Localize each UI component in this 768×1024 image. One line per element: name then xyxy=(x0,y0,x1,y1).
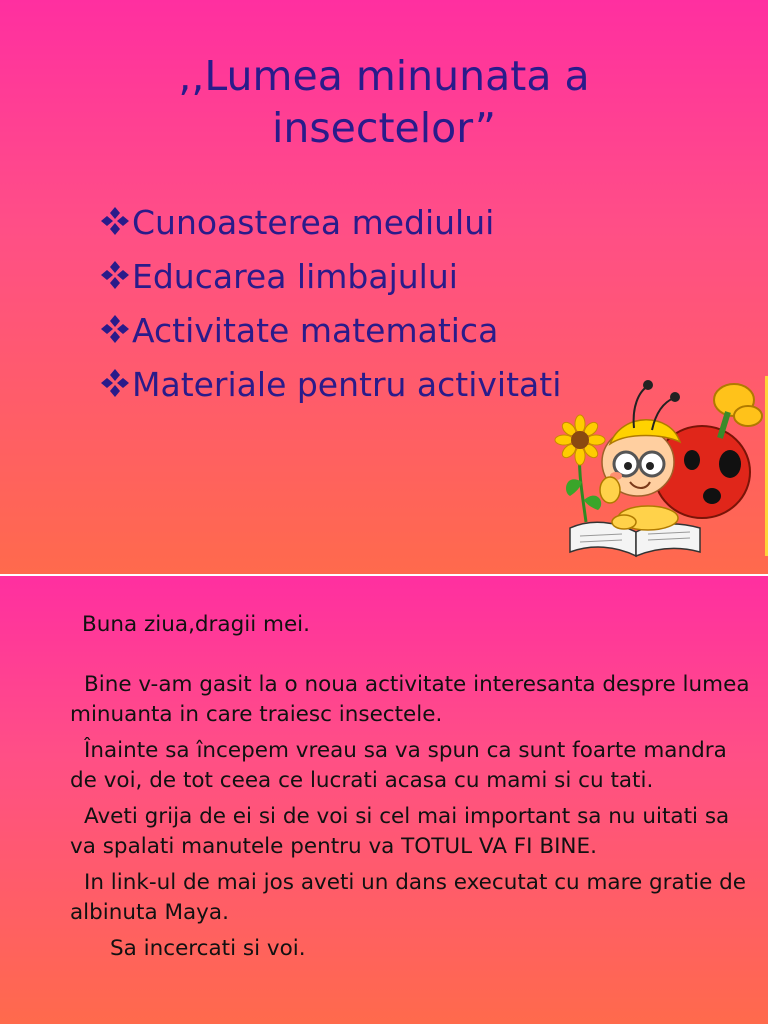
ladybug-reading-illustration xyxy=(552,372,768,568)
topic-item xyxy=(100,358,561,412)
paragraph: Înainte sa începem vreau sa va spun ca sunt foarte mandra de voi, de tot ceea ce lucrati acasa cu mami si cu tati. xyxy=(70,738,727,793)
paragraph: Bine v-am gasit la o noua activitate interesanta despre lumea minuanta in care traiesc insectele. xyxy=(70,672,750,727)
topic-label: Activitate matematica xyxy=(132,311,499,350)
four-diamond-bullet-icon xyxy=(100,260,130,290)
topic-label: Educarea limbajului xyxy=(132,257,458,296)
topic-label: Cunoasterea mediului xyxy=(132,203,495,242)
four-diamond-bullet-icon xyxy=(100,206,130,236)
topic-item xyxy=(100,250,561,304)
message-body xyxy=(70,610,750,964)
topic-item xyxy=(100,196,561,250)
sunflower-icon xyxy=(555,415,605,522)
topic-list xyxy=(100,196,561,412)
topic-label: Materiale pentru activitati xyxy=(132,365,562,404)
paragraph: Sa incercati si voi. xyxy=(110,936,306,961)
four-diamond-bullet-icon xyxy=(100,314,130,344)
title-line-1: ,,Lumea minunata a xyxy=(178,52,590,100)
paragraph: Aveti grija de ei si de voi si cel mai important sa nu uitati sa va spalati manutele pentru va TOTUL VA FI BINE. xyxy=(70,804,730,859)
greeting: Buna ziua,dragii mei. xyxy=(82,612,310,637)
topic-item xyxy=(100,304,561,358)
slide-2 xyxy=(0,576,768,1024)
four-diamond-bullet-icon xyxy=(100,368,130,398)
paragraph: In link-ul de mai jos aveti un dans executat cu mare gratie de albinuta Maya. xyxy=(70,870,747,925)
title-line-2: insectelor” xyxy=(271,104,497,152)
slide-title xyxy=(0,50,768,154)
